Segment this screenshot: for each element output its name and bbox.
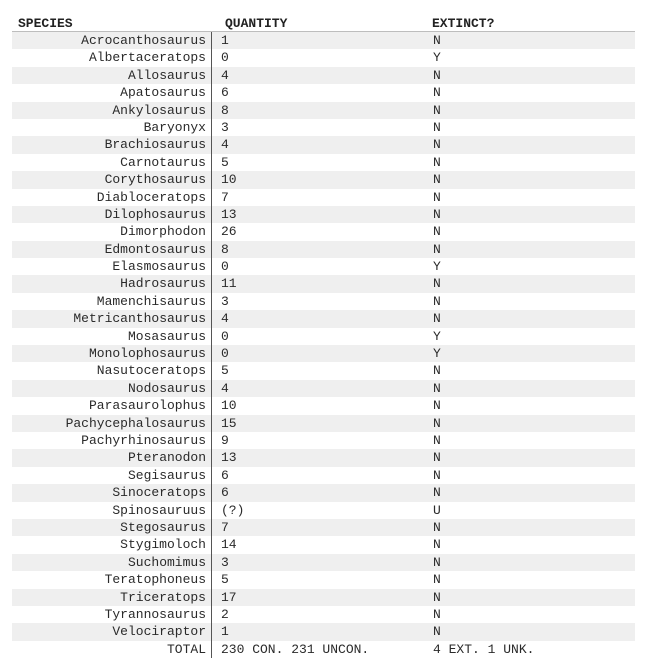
species-cell: Nodosaurus xyxy=(12,380,212,397)
table-row xyxy=(12,67,635,84)
extinct-cell: N xyxy=(433,33,441,48)
extinct-cell: N xyxy=(433,572,441,588)
quantity-cell: 0 xyxy=(221,259,229,275)
species-cell: Tyrannosaurus xyxy=(12,606,212,623)
extinct-cell: N xyxy=(433,363,441,379)
extinct-cell: N xyxy=(433,380,441,396)
quantity-cell: 11 xyxy=(221,276,237,292)
quantity-cell: 1 xyxy=(221,624,229,640)
extinct-cell: N xyxy=(433,102,441,118)
quantity-cell: 5 xyxy=(221,363,229,379)
extinct-cell: N xyxy=(433,311,441,327)
species-cell: Apatosaurus xyxy=(12,84,212,101)
quantity-cell: 0 xyxy=(221,328,229,344)
species-cell: Velociraptor xyxy=(12,623,212,640)
species-cell: Diabloceratops xyxy=(12,189,212,206)
quantity-cell: 5 xyxy=(221,154,229,170)
header-quantity: QUANTITY xyxy=(225,16,288,31)
table-row xyxy=(12,606,635,623)
total-quantity: 230 CON. 231 UNCON. xyxy=(221,641,370,657)
quantity-cell: 3 xyxy=(221,119,229,135)
table-row xyxy=(12,415,635,432)
extinct-cell: N xyxy=(433,85,441,101)
extinct-cell: N xyxy=(433,554,441,570)
table-row xyxy=(12,571,635,588)
species-table xyxy=(12,10,635,658)
quantity-cell: 7 xyxy=(221,189,229,205)
species-cell: Brachiosaurus xyxy=(12,136,212,153)
total-row xyxy=(12,641,635,658)
extinct-cell: N xyxy=(433,432,441,448)
species-cell: Ankylosaurus xyxy=(12,102,212,119)
table-row xyxy=(12,241,635,258)
quantity-cell: 3 xyxy=(221,554,229,570)
quantity-cell: 6 xyxy=(221,467,229,483)
extinct-cell: Y xyxy=(433,50,441,66)
quantity-cell: 13 xyxy=(221,206,237,222)
table-row xyxy=(12,502,635,519)
species-cell: Spinosauruus xyxy=(12,502,212,519)
extinct-cell: N xyxy=(433,606,441,622)
species-cell: Pteranodon xyxy=(12,449,212,466)
extinct-cell: N xyxy=(433,206,441,222)
quantity-cell: 0 xyxy=(221,50,229,66)
quantity-cell: 3 xyxy=(221,293,229,309)
quantity-cell: 8 xyxy=(221,102,229,118)
table-row xyxy=(12,32,635,49)
species-cell: Stygimoloch xyxy=(12,536,212,553)
extinct-cell: N xyxy=(433,293,441,309)
species-cell: Dilophosaurus xyxy=(12,206,212,223)
quantity-cell: 13 xyxy=(221,450,237,466)
species-cell: Hadrosaurus xyxy=(12,275,212,292)
quantity-cell: 14 xyxy=(221,537,237,553)
table-row xyxy=(12,258,635,275)
extinct-cell: N xyxy=(433,537,441,553)
table-row xyxy=(12,362,635,379)
species-cell: Acrocanthosaurus xyxy=(12,32,212,49)
table-row xyxy=(12,206,635,223)
species-cell: Albertaceratops xyxy=(12,49,212,66)
extinct-cell: N xyxy=(433,415,441,431)
species-cell: Elasmosaurus xyxy=(12,258,212,275)
quantity-cell: 2 xyxy=(221,606,229,622)
species-cell: Allosaurus xyxy=(12,67,212,84)
extinct-cell: N xyxy=(433,154,441,170)
total-extinct: 4 EXT. 1 UNK. xyxy=(433,641,535,657)
table-row xyxy=(12,328,635,345)
species-cell: Dimorphodon xyxy=(12,223,212,240)
quantity-cell: 8 xyxy=(221,241,229,257)
table-row xyxy=(12,467,635,484)
table-row xyxy=(12,49,635,66)
quantity-cell: 26 xyxy=(221,224,237,240)
table-row xyxy=(12,136,635,153)
extinct-cell: N xyxy=(433,172,441,188)
table-row xyxy=(12,623,635,640)
species-cell: Segisaurus xyxy=(12,467,212,484)
table-row xyxy=(12,293,635,310)
extinct-cell: N xyxy=(433,119,441,135)
quantity-cell: 9 xyxy=(221,432,229,448)
table-row xyxy=(12,223,635,240)
table-row xyxy=(12,484,635,501)
table-row xyxy=(12,189,635,206)
quantity-cell: 15 xyxy=(221,415,237,431)
table-row xyxy=(12,380,635,397)
extinct-cell: N xyxy=(433,450,441,466)
species-cell: Pachyrhinosaurus xyxy=(12,432,212,449)
species-cell: Parasaurolophus xyxy=(12,397,212,414)
table-header xyxy=(12,10,635,32)
species-cell: Pachycephalosaurus xyxy=(12,415,212,432)
table-row xyxy=(12,310,635,327)
quantity-cell: 17 xyxy=(221,589,237,605)
species-cell: Teratophoneus xyxy=(12,571,212,588)
species-cell: Nasutoceratops xyxy=(12,362,212,379)
extinct-cell: N xyxy=(433,276,441,292)
species-cell: Monolophosaurus xyxy=(12,345,212,362)
extinct-cell: N xyxy=(433,519,441,535)
extinct-cell: N xyxy=(433,241,441,257)
quantity-cell: 4 xyxy=(221,137,229,153)
species-cell: Metricanthosaurus xyxy=(12,310,212,327)
quantity-cell: 6 xyxy=(221,485,229,501)
species-cell: Stegosaurus xyxy=(12,519,212,536)
table-row xyxy=(12,275,635,292)
table-row xyxy=(12,432,635,449)
extinct-cell: N xyxy=(433,589,441,605)
table-row xyxy=(12,154,635,171)
species-cell: Mosasaurus xyxy=(12,328,212,345)
header-species: SPECIES xyxy=(18,16,73,31)
quantity-cell: 1 xyxy=(221,33,229,48)
table-row xyxy=(12,171,635,188)
extinct-cell: N xyxy=(433,189,441,205)
species-cell: Edmontosaurus xyxy=(12,241,212,258)
species-cell: Sinoceratops xyxy=(12,484,212,501)
extinct-cell: U xyxy=(433,502,441,518)
extinct-cell: N xyxy=(433,67,441,83)
species-cell: Carnotaurus xyxy=(12,154,212,171)
quantity-cell: 10 xyxy=(221,172,237,188)
quantity-cell: 0 xyxy=(221,346,229,362)
extinct-cell: N xyxy=(433,398,441,414)
extinct-cell: N xyxy=(433,224,441,240)
table-row xyxy=(12,84,635,101)
extinct-cell: N xyxy=(433,467,441,483)
table-row xyxy=(12,554,635,571)
extinct-cell: Y xyxy=(433,328,441,344)
species-cell: Mamenchisaurus xyxy=(12,293,212,310)
quantity-cell: 5 xyxy=(221,572,229,588)
extinct-cell: Y xyxy=(433,346,441,362)
species-cell: Corythosaurus xyxy=(12,171,212,188)
species-cell: Triceratops xyxy=(12,589,212,606)
table-row xyxy=(12,102,635,119)
quantity-cell: (?) xyxy=(221,502,245,518)
species-cell: Baryonyx xyxy=(12,119,212,136)
quantity-cell: 6 xyxy=(221,85,229,101)
table-row xyxy=(12,397,635,414)
table-row xyxy=(12,589,635,606)
table-row xyxy=(12,536,635,553)
quantity-cell: 4 xyxy=(221,67,229,83)
extinct-cell: Y xyxy=(433,259,441,275)
quantity-cell: 4 xyxy=(221,380,229,396)
species-cell: Suchomimus xyxy=(12,554,212,571)
table-row xyxy=(12,449,635,466)
extinct-cell: N xyxy=(433,485,441,501)
table-row xyxy=(12,345,635,362)
table-row xyxy=(12,519,635,536)
total-label: TOTAL xyxy=(12,641,212,658)
table-body xyxy=(12,32,635,641)
header-extinct: EXTINCT? xyxy=(432,16,495,31)
quantity-cell: 10 xyxy=(221,398,237,414)
extinct-cell: N xyxy=(433,624,441,640)
table-row xyxy=(12,119,635,136)
quantity-cell: 7 xyxy=(221,519,229,535)
extinct-cell: N xyxy=(433,137,441,153)
quantity-cell: 4 xyxy=(221,311,229,327)
